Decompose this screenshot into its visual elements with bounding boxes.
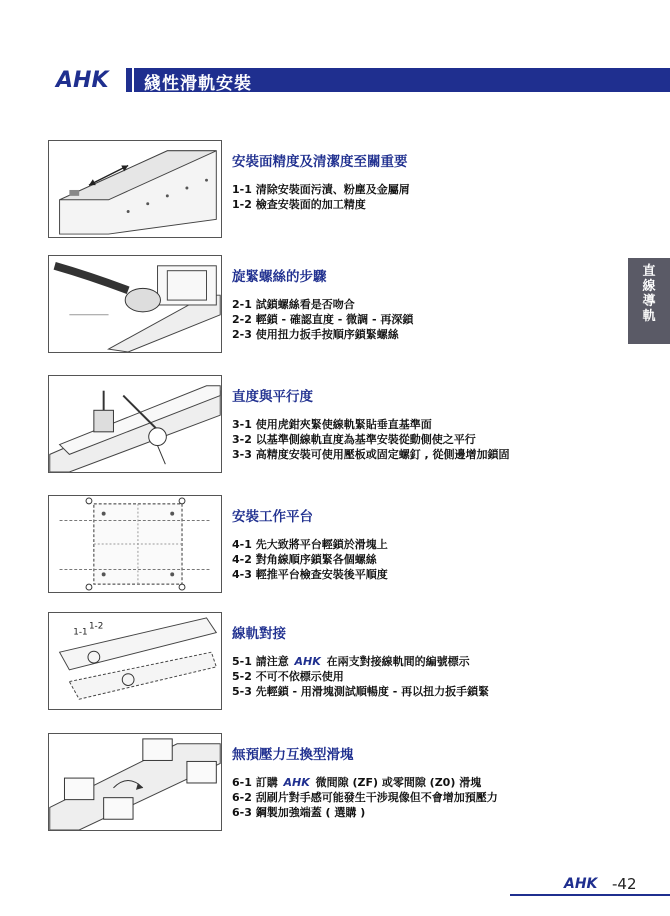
section-straightness — [48, 375, 628, 473]
list-item — [232, 775, 627, 790]
ahk-logo: AHK — [56, 68, 109, 93]
vise-clamp-illustration — [48, 375, 222, 473]
page-number: -42 — [612, 875, 637, 893]
section-work-table — [48, 495, 628, 593]
footer-rule — [510, 894, 670, 896]
mounting-surface-illustration — [48, 140, 222, 238]
section-title: 無預壓力互換型滑塊 — [232, 747, 354, 763]
list-item: 4-2 對角線順序鎖緊各個螺絲 — [232, 553, 377, 566]
list-item: 5-2 不可不依標示使用 — [232, 670, 344, 683]
section-items — [232, 654, 627, 699]
section-tightening — [48, 255, 628, 353]
section-items — [232, 182, 627, 212]
item-prefix: 6-1 訂購 — [232, 776, 278, 789]
list-item: 4-1 先大致將平台輕鎖於滑塊上 — [232, 538, 388, 551]
section-rail-joint — [48, 612, 628, 710]
header-accent-bar — [126, 68, 132, 92]
list-item: 3-3 高精度安裝可使用壓板或固定螺釘 , 從側邊增加鎖固 — [232, 448, 510, 461]
list-item: 4-3 輕推平台檢查安裝後平順度 — [232, 568, 388, 581]
list-item: 1-1 清除安裝面污漬、粉塵及金屬屑 — [232, 183, 410, 196]
list-item: 1-2 檢查安裝面的加工精度 — [232, 198, 366, 211]
list-item: 3-1 使用虎鉗夾緊使線軌緊貼垂直基準面 — [232, 418, 432, 431]
section-items — [232, 775, 627, 820]
page-title: 綫性滑軌安裝 — [144, 74, 252, 94]
section-mounting-surface — [48, 140, 628, 238]
item-suffix: 在兩支對接線軌間的編號標示 — [326, 655, 470, 668]
ahk-logo-inline: AHK — [283, 776, 310, 789]
list-item — [232, 654, 627, 669]
ahk-logo-inline: AHK — [294, 655, 321, 668]
footer-logo: AHK — [564, 876, 598, 892]
list-item: 2-1 試鎖螺絲看是否吻合 — [232, 298, 355, 311]
list-item: 3-2 以基準側線軌直度為基準安裝從動側使之平行 — [232, 433, 476, 446]
section-title: 安裝面精度及清潔度至關重要 — [232, 154, 408, 170]
section-title: 旋緊螺絲的步驟 — [232, 269, 327, 285]
list-item: 6-3 鋼製加強端蓋 ( 選購 ) — [232, 806, 366, 819]
page-header — [0, 0, 670, 100]
table-bolt-order-illustration — [48, 495, 222, 593]
item-suffix: 微間隙 (ZF) 或零間隙 (Z0) 滑塊 — [315, 776, 482, 789]
joint-label-1: 1-1 — [73, 627, 88, 638]
section-title: 線軌對接 — [232, 626, 286, 642]
side-tab-label: 直線導軌 — [642, 264, 656, 324]
side-tab[interactable] — [628, 258, 670, 344]
section-items — [232, 297, 627, 342]
section-items — [232, 417, 627, 462]
list-item: 2-2 輕鎖 - 確認直度 - 微調 - 再深鎖 — [232, 313, 414, 326]
torque-wrench-illustration — [48, 255, 222, 353]
section-title: 直度與平行度 — [232, 389, 313, 405]
section-title: 安裝工作平台 — [232, 509, 313, 525]
title-bar — [134, 68, 670, 92]
item-prefix: 5-1 請注意 — [232, 655, 289, 668]
joint-label-2: 1-2 — [88, 621, 104, 632]
rail-joint-illustration — [48, 612, 222, 710]
slide-block-illustration — [48, 733, 222, 831]
list-item: 5-3 先輕鎖 - 用滑塊測試順暢度 - 再以扭力扳手鎖緊 — [232, 685, 490, 698]
section-interchangeable-block — [48, 733, 628, 831]
section-items — [232, 537, 627, 582]
list-item: 2-3 使用扭力扳手按順序鎖緊螺絲 — [232, 328, 399, 341]
list-item: 6-2 刮刷片對手感可能發生干涉現像但不會增加預壓力 — [232, 791, 498, 804]
